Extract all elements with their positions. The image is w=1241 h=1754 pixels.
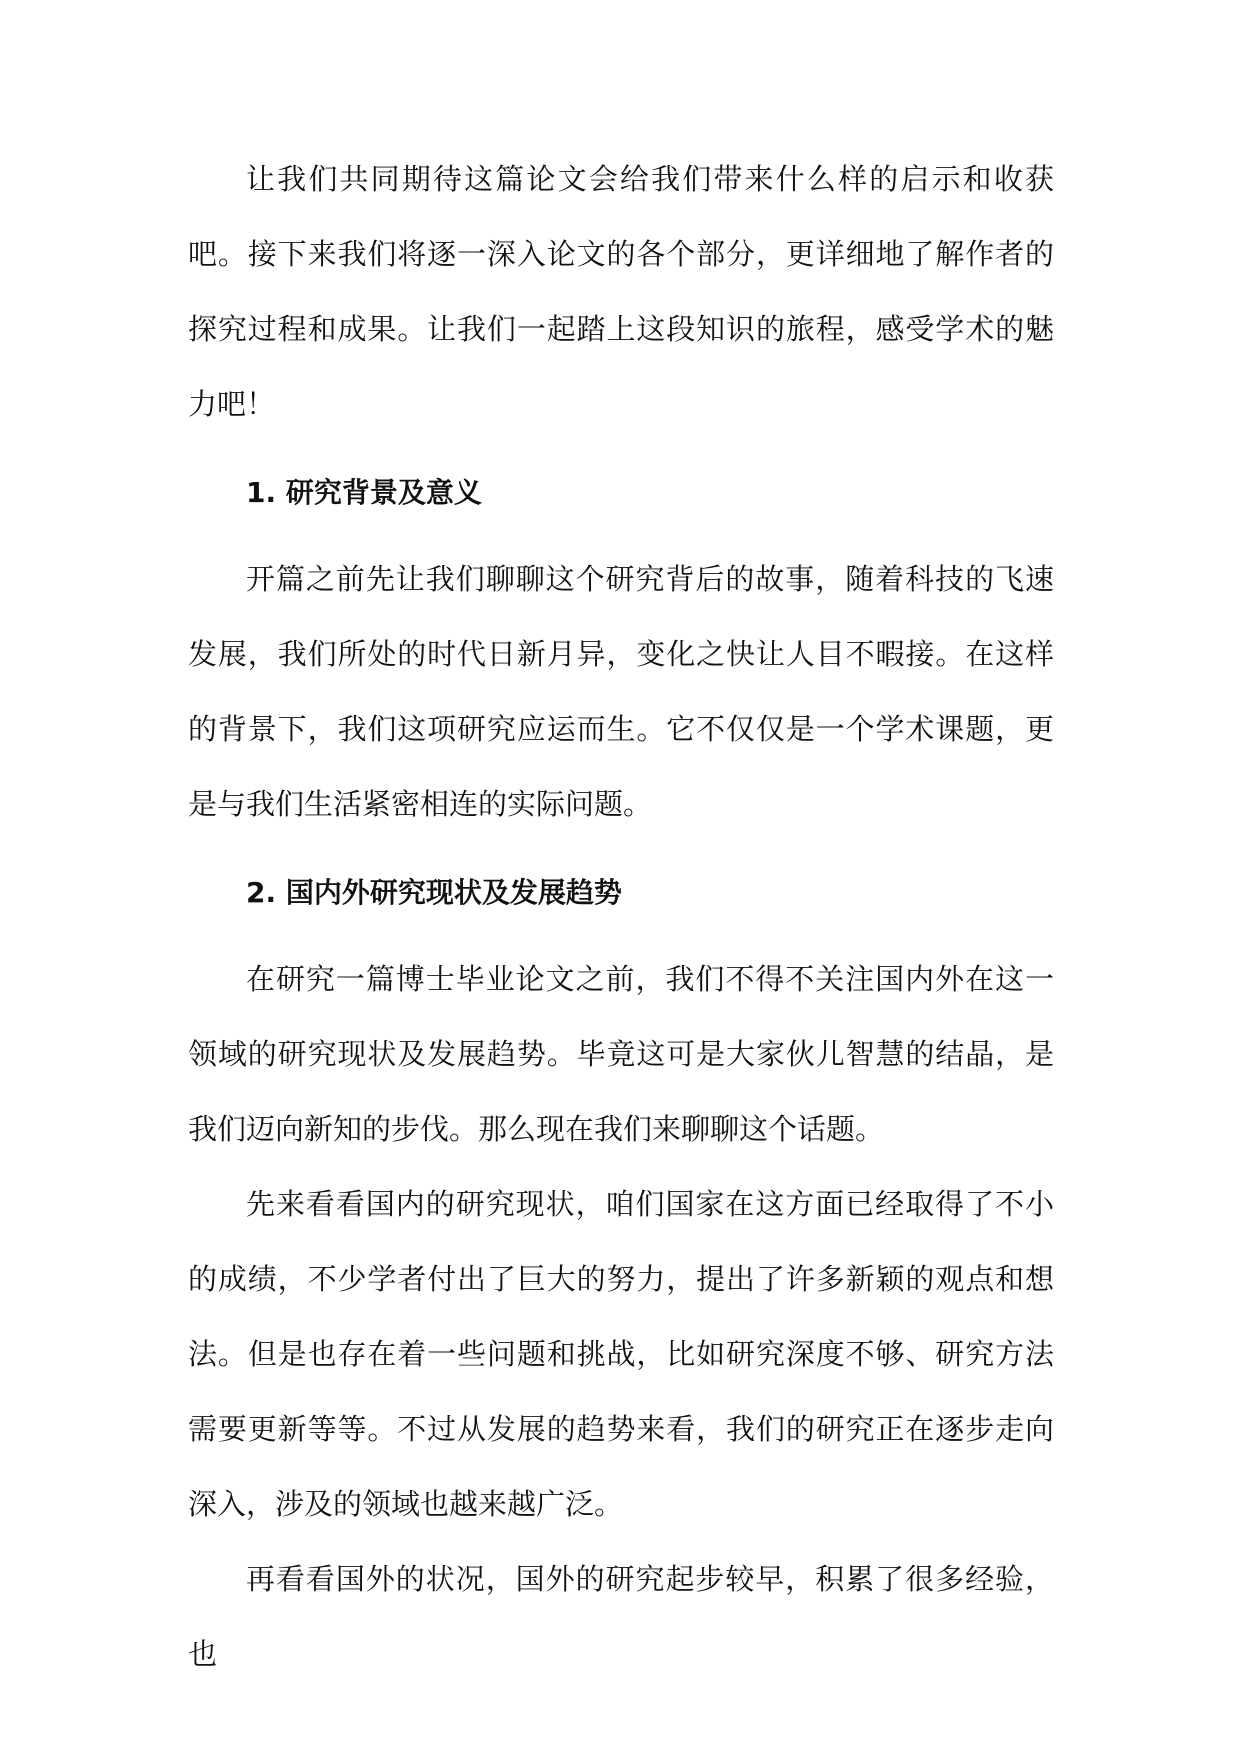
paragraph-foreign-status: 再看看国外的状况，国外的研究起步较早，积累了很多经验，也 (188, 1562, 1054, 1671)
document-body (188, 142, 1054, 1692)
section-heading-1: 1. 研究背景及意义 (246, 476, 482, 509)
paragraph-intro: 让我们共同期待这篇论文会给我们带来什么样的启示和收获吧。接下来我们将逐一深入论文的各个部分，更详细地了解作者的探究过程和成果。让我们一起踏上这段知识的旅程，感受学术的魅力吧！ (188, 162, 1054, 421)
paragraph-domestic-status: 先来看看国内的研究现状，咱们国家在这方面已经取得了不小的成绩，不少学者付出了巨大的努力，提出了许多新颖的观点和想法。但是也存在着一些问题和挑战，比如研究深度不够、研究方法需要更新等等。不过从发展的趋势来看，我们的研究正在逐步走向深入，涉及的领域也越来越广泛。 (188, 1187, 1054, 1521)
paragraph-background: 开篇之前先让我们聊聊这个研究背后的故事，随着科技的飞速发展，我们所处的时代日新月异，变化之快让人目不暇接。在这样的背景下，我们这项研究应运而生。它不仅仅是一个学术课题，更是与我们生活紧密相连的实际问题。 (188, 562, 1054, 821)
section-heading-2: 2. 国内外研究现状及发展趋势 (246, 876, 622, 909)
paragraph-status-overview: 在研究一篇博士毕业论文之前，我们不得不关注国内外在这一领域的研究现状及发展趋势。毕竟这可是大家伙儿智慧的结晶，是我们迈向新知的步伐。那么现在我们来聊聊这个话题。 (188, 962, 1054, 1146)
